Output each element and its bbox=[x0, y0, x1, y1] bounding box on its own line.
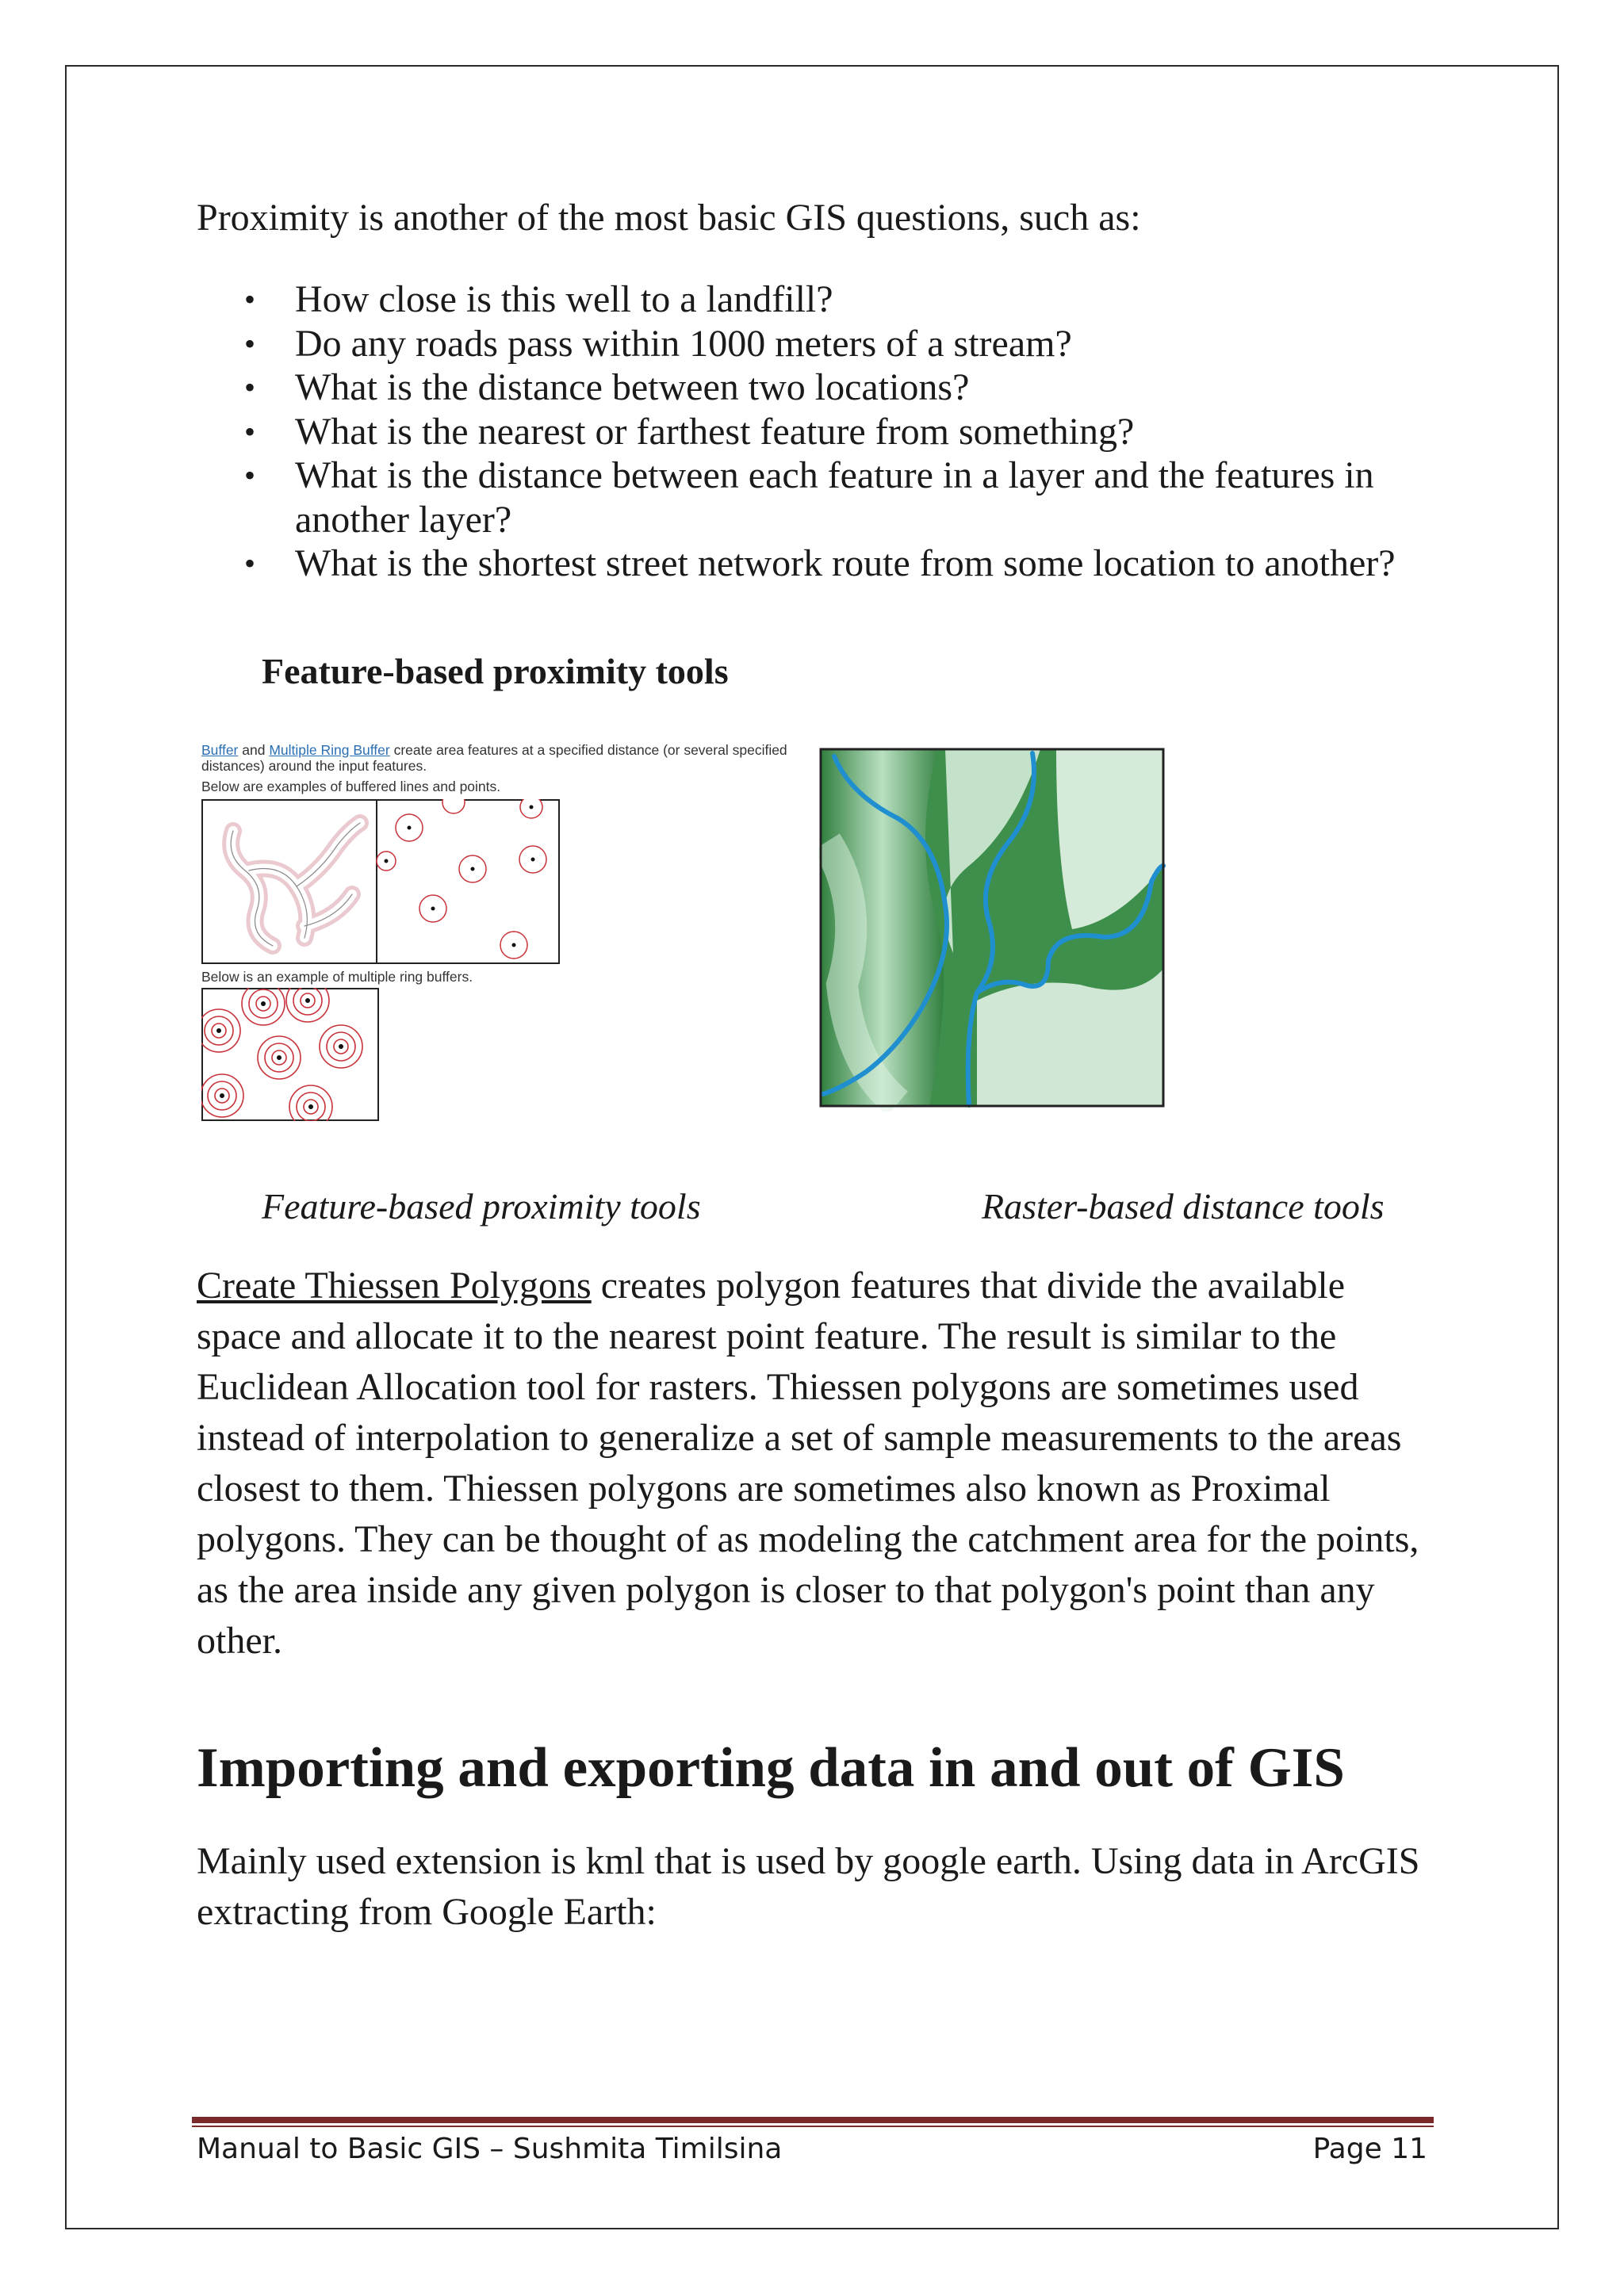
question-list bbox=[197, 277, 1434, 586]
page-number: Page 11 bbox=[1312, 2133, 1427, 2165]
buffered-lines-points-image bbox=[201, 799, 560, 964]
subheading: Feature-based proximity tools bbox=[262, 651, 729, 691]
footer-title: Manual to Basic GIS – Sushmita Timilsina bbox=[197, 2133, 783, 2165]
raster-distance-image bbox=[818, 747, 1167, 1112]
buffer-figure bbox=[200, 737, 818, 1122]
footer-rule bbox=[192, 2117, 1434, 2127]
multiple-ring-buffer-image bbox=[201, 988, 381, 1121]
list-item: • What is the shortest street network route from some location to another? bbox=[197, 541, 1434, 586]
list-item: • What is the distance between each feature in a layer and the features in another layer? bbox=[197, 453, 1434, 541]
list-item: • How close is this well to a landfill? bbox=[197, 277, 1434, 322]
thiessen-paragraph bbox=[197, 1261, 1434, 1667]
list-item: • Do any roads pass within 1000 meters of a stream? bbox=[197, 322, 1434, 366]
kml-paragraph: Mainly used extension is kml that is used by google earth. Using data in ArcGIS extracting from Google Earth: bbox=[197, 1840, 1420, 1933]
thiessen-text: creates polygon features that divide the available space and allocate it to the nearest point feature. The result is similar to the Euclidean Allocation tool for rasters. Thiessen polygons are sometimes used instead of interpolation to generalize a set of sample measurements to the areas closest to them. Thiessen polygons are sometimes also known as Proximal polygons. They can be thought of as modeling the catchment area for the points, as the area inside any given polygon is closer to that polygon's point than any other. bbox=[197, 1265, 1419, 1662]
description-text: create area features at a specified distance (or several specified bbox=[389, 742, 787, 758]
list-item: • What is the nearest or farthest feature from something? bbox=[197, 410, 1434, 454]
buffer-link[interactable]: Buffer bbox=[201, 742, 239, 758]
list-item: • What is the distance between two locations? bbox=[197, 365, 1434, 410]
description-text-2: distances) around the input features. bbox=[201, 758, 427, 774]
caption-left: Feature-based proximity tools bbox=[262, 1186, 701, 1226]
buffered-examples-label: Below are examples of buffered lines and points. bbox=[201, 779, 501, 794]
thiessen-link[interactable]: Create Thiessen Polygons bbox=[197, 1265, 592, 1307]
intro-text: Proximity is another of the most basic GIS questions, such as: bbox=[197, 197, 1141, 239]
buffer-description bbox=[201, 742, 820, 774]
multiple-ring-label: Below is an example of multiple ring buffers. bbox=[201, 969, 473, 985]
section-heading: Importing and exporting data in and out of GIS bbox=[197, 1737, 1345, 1799]
multiple-ring-buffer-link[interactable]: Multiple Ring Buffer bbox=[269, 742, 390, 758]
caption-right: Raster-based distance tools bbox=[982, 1186, 1385, 1226]
and-text: and bbox=[238, 742, 270, 758]
